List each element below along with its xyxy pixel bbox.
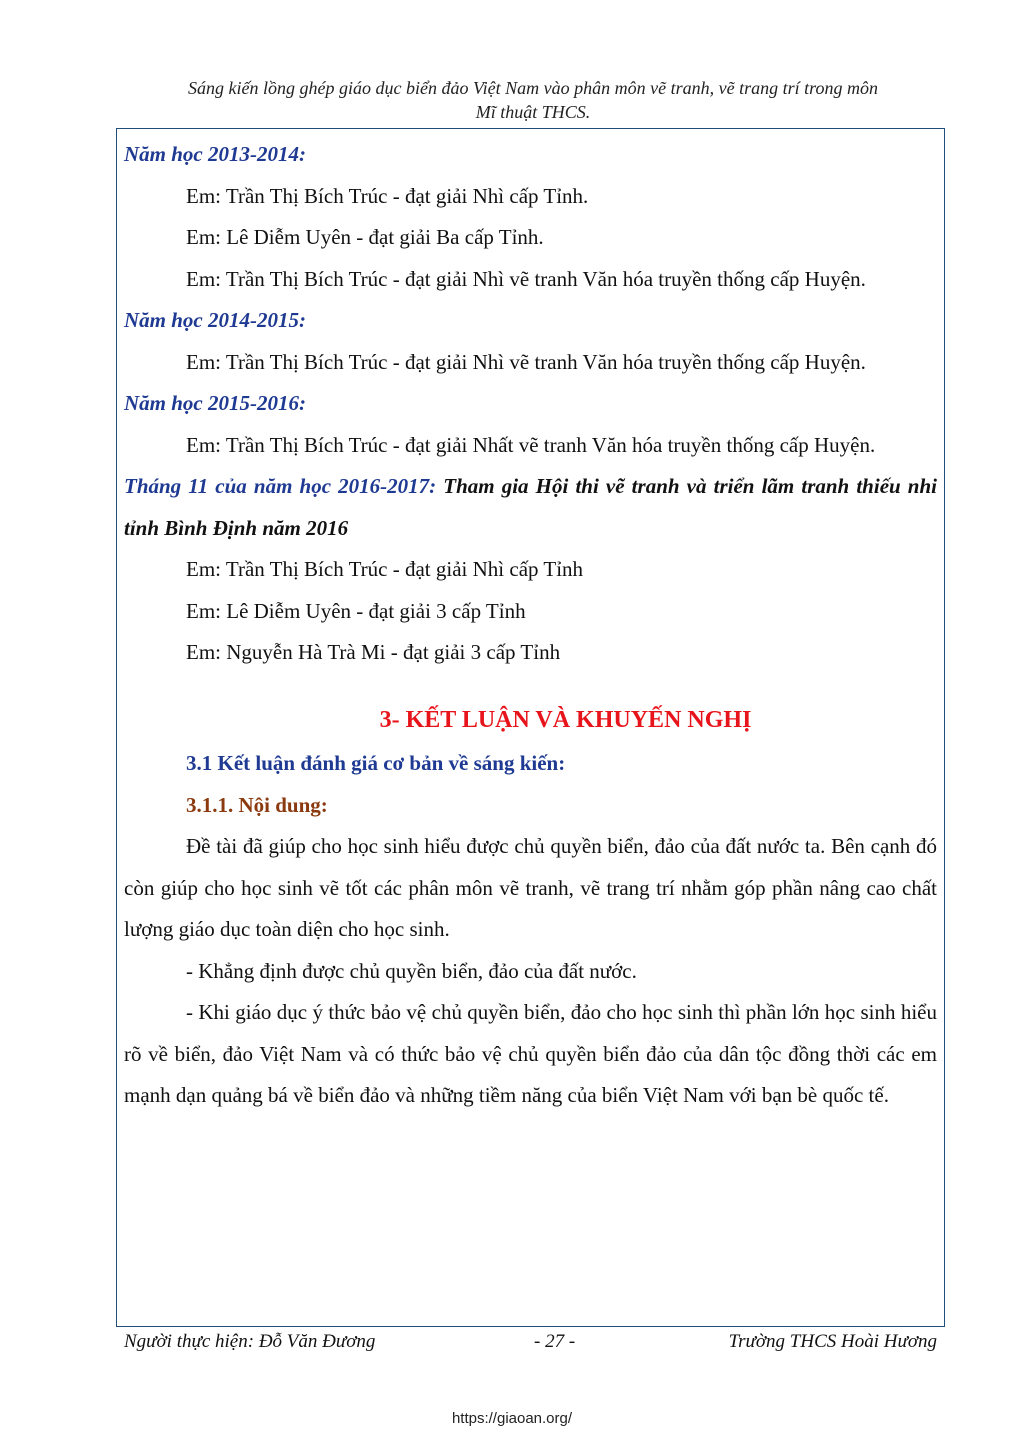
header-line-2: Mĩ thuật THCS. — [475, 102, 591, 122]
year-heading-2014: Năm học 2014-2015: — [124, 308, 306, 332]
subsection-heading: 3.1 Kết luận đánh giá cơ bản về sáng kiến: — [186, 751, 566, 775]
event-date: Tháng 11 của năm học 2016-2017: — [124, 474, 437, 498]
subsubsection-heading: 3.1.1. Nội dung: — [186, 792, 328, 817]
footer-author: Người thực hiện: Đỗ Văn Đương — [124, 1331, 376, 1352]
year-heading-2015: Năm học 2015-2016: — [124, 391, 306, 415]
footer-school: Trường THCS Hoài Hương — [728, 1331, 937, 1352]
event-description: Tham gia Hội thi vẽ tranh và triển lãm tranh thiếu nhi tỉnh Bình Định năm 2016 — [124, 474, 938, 540]
body-paragraph: - Khi giáo dục ý thức bảo vệ chủ quyền biển, đảo cho học sinh thì phần lớn học sinh hiểu rõ về biển, đảo Việt Nam và có thức bảo vệ chủ quyền biển đảo của dân tộc đồng thời các em mạnh dạn quảng bá về biển đảo và những tiềm năng của biển Việt Nam với bạn bè quốc tế. — [124, 1000, 937, 1107]
award-entry: Em: Trần Thị Bích Trúc - đạt giải Nhì cấp Tỉnh. — [186, 183, 589, 208]
award-entry: Em: Trần Thị Bích Trúc - đạt giải Nhất vẽ tranh Văn hóa truyền thống cấp Huyện. — [186, 432, 876, 457]
section-title: 3- KẾT LUẬN VÀ KHUYẾN NGHỊ — [379, 706, 752, 733]
award-entry: Em: Trần Thị Bích Trúc - đạt giải Nhì cấp Tỉnh — [186, 557, 584, 581]
page-footer — [124, 1331, 937, 1357]
source-url: https://giaoan.org/ — [451, 1410, 573, 1427]
page-content — [124, 134, 937, 1117]
event-paragraph — [124, 466, 937, 549]
body-paragraph: Đề tài đã giúp cho học sinh hiểu được chủ quyền biển, đảo của đất nước ta. Bên cạnh đó còn giúp cho học sinh vẽ tốt các phân môn vẽ tranh, vẽ trang trí nhằm góp phần nâng cao chất lượng giáo dục toàn diện cho học sinh. — [124, 834, 937, 941]
award-entry: Em: Nguyễn Hà Trà Mi - đạt giải 3 cấp Tỉnh — [186, 640, 561, 664]
header-line-1: Sáng kiến lồng ghép giáo dục biển đảo Việt Nam vào phân môn vẽ tranh, vẽ trang trí trong môn — [188, 78, 878, 98]
year-heading-2013: Năm học 2013-2014: — [124, 142, 306, 166]
page-number: - 27 - — [534, 1331, 576, 1352]
page-header — [100, 76, 966, 124]
award-entry: Em: Lê Diễm Uyên - đạt giải Ba cấp Tỉnh. — [186, 225, 544, 249]
award-entry: Em: Trần Thị Bích Trúc - đạt giải Nhì vẽ tranh Văn hóa truyền thống cấp Huyện. — [186, 266, 866, 291]
body-paragraph: - Khẳng định được chủ quyền biển, đảo của đất nước. — [186, 958, 637, 983]
award-entry: Em: Lê Diễm Uyên - đạt giải 3 cấp Tỉnh — [186, 598, 526, 623]
award-entry: Em: Trần Thị Bích Trúc - đạt giải Nhì vẽ tranh Văn hóa truyền thống cấp Huyện. — [186, 349, 866, 374]
